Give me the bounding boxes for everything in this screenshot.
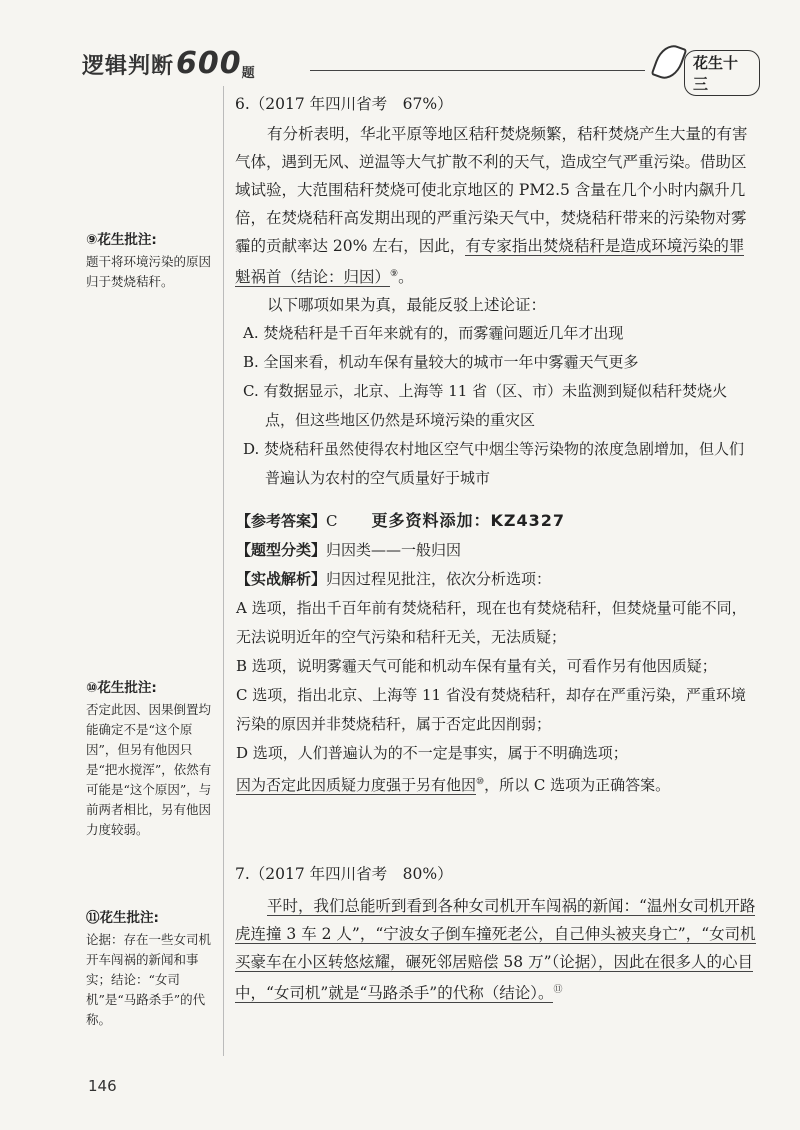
analysis-b: B 选项，说明雾霾天气可能和机动车保有量有关，可看作另有他因质疑；: [236, 657, 717, 675]
question-6-prompt: 以下哪项如果为真，最能反驳上述论证：: [267, 296, 547, 315]
conclusion-underlined: 因为否定此因质疑力度强于另有他因: [236, 776, 477, 794]
page-header: [70, 40, 760, 93]
note-title: ⑪花生批注:: [86, 910, 159, 926]
option-b: B. 全国来看，机动车保有量较大的城市一年中雾霾天气更多: [243, 353, 639, 372]
question-6-stem: [235, 120, 755, 291]
analysis-c: C 选项，指出北京、上海等 11 省没有焚烧秸秆，却存在严重污染，严重环境污染的原因并非焚烧秸秆，属于否定此因削弱；: [236, 686, 746, 733]
analysis-conclusion: [236, 768, 758, 800]
watermark-text: 更多资料添加：KZ4327: [371, 511, 566, 530]
note-title: ⑨花生批注:: [86, 232, 157, 248]
side-note-10: [86, 678, 214, 840]
header-rule: [310, 70, 645, 71]
conclusion-rest: ，所以 C 选项为正确答案。: [484, 776, 671, 794]
analysis-intro: 归因过程见批注，依次分析选项：: [326, 570, 552, 588]
note-body: 题干将环境污染的原因归于焚烧秸秆。: [86, 254, 212, 289]
logo-text: 花生十三: [684, 50, 760, 96]
stem-underlined-conclusion: 有专家指出焚烧秸秆是造成环境污染的罪魁祸首（结论：归因）: [235, 237, 745, 287]
stem-end: 。: [398, 268, 414, 287]
analysis-line: [236, 565, 758, 594]
type-label: 【题型分类】: [236, 541, 327, 559]
side-note-9: [86, 230, 214, 292]
type-line: [236, 536, 758, 565]
question-7-header: 7.（2017 年四川省考 80%）: [235, 865, 453, 883]
answer-label: 【参考答案】: [236, 512, 327, 530]
note-body: 论据：存在一些女司机开车闯祸的新闻和事实；结论：“女司机”是“马路杀手”的代称。: [86, 932, 212, 1027]
analysis-d: D 选项，人们普遍认为的不一定是事实，属于不明确选项；: [236, 744, 628, 762]
question-7: [235, 862, 757, 1007]
annotation-marker-9: ⑨: [390, 269, 399, 279]
option-a: A. 焚烧秸秆是千百年来就有的，而雾霾问题近几年才出现: [243, 324, 624, 343]
analysis-label: 【实战解析】: [236, 570, 327, 588]
side-note-11: [86, 908, 214, 1030]
question-6-header: 6.（2017 年四川省考 67%）: [235, 95, 453, 113]
leaf-icon: [651, 41, 688, 84]
annotation-marker-10: ⑩: [476, 777, 485, 787]
book-title: [82, 46, 256, 81]
question-7-stem: [235, 892, 757, 1007]
margin-divider: [223, 86, 224, 1056]
answer-line: [236, 506, 758, 536]
book-title-number: 600: [176, 46, 242, 81]
page-number: 146: [88, 1077, 117, 1095]
question-6-answer: [236, 506, 758, 800]
book-title-text: 逻辑判断: [82, 54, 175, 79]
brand-logo: [650, 42, 760, 93]
stem-underlined: 平时，我们总能听到看到各种女司机开车闯祸的新闻：“温州女司机开路虎连撞 3 车 2 人”，“宁波女子倒车撞死老公，自己伸头被夹身亡”，“女司机买豪车在小区转悠炫耀，碾死邻居赔偿 58 万”（论据），因此在很多人的心目中，“女司机”就是“马路杀手”的代称（结论）。: [235, 897, 756, 1003]
analysis-a: A 选项，指出千百年前有焚烧秸秆，现在也有焚烧秸秆，但焚烧量可能不同，无法说明近年的空气污染和秸秆无关，无法质疑；: [236, 599, 747, 646]
type-value: 归因类——一般归因: [326, 541, 462, 559]
annotation-marker-11: ⑪: [553, 985, 563, 995]
stem-text: 有分析表明，华北平原等地区秸秆焚烧频繁，秸秆焚烧产生大量的有害气体，遇到无风、逆温等大气扩散不利的天气，造成空气严重污染。借助区域试验，大范围秸秆焚烧可使北京地区的 PM2.5 含量在几个小时内飙升几倍，在焚烧秸秆高发期出现的严重污染天气中，焚烧秸秆带来的污染物对雾霾的贡献率达 20% 左右，因此，: [235, 125, 748, 255]
answer-value: C: [326, 512, 338, 530]
option-d: D. 焚烧秸秆虽然使得农村地区空气中烟尘等污染物的浓度急剧增加，但人们普遍认为农村的空气质量好于城市: [243, 440, 745, 488]
book-title-suffix: 题: [241, 66, 256, 81]
option-c: C. 有数据显示，北京、上海等 11 省（区、市）未监测到疑似秸秆焚烧火点，但这些地区仍然是环境污染的重灾区: [243, 382, 728, 430]
note-body: 否定此因、因果倒置均能确定不是“这个原因”，但另有他因只是“把水搅浑”，依然有可能是“这个原因”，与前两者相比，另有他因力度较弱。: [86, 702, 212, 837]
note-title: ⑩花生批注:: [86, 680, 157, 696]
question-6: [235, 92, 755, 493]
